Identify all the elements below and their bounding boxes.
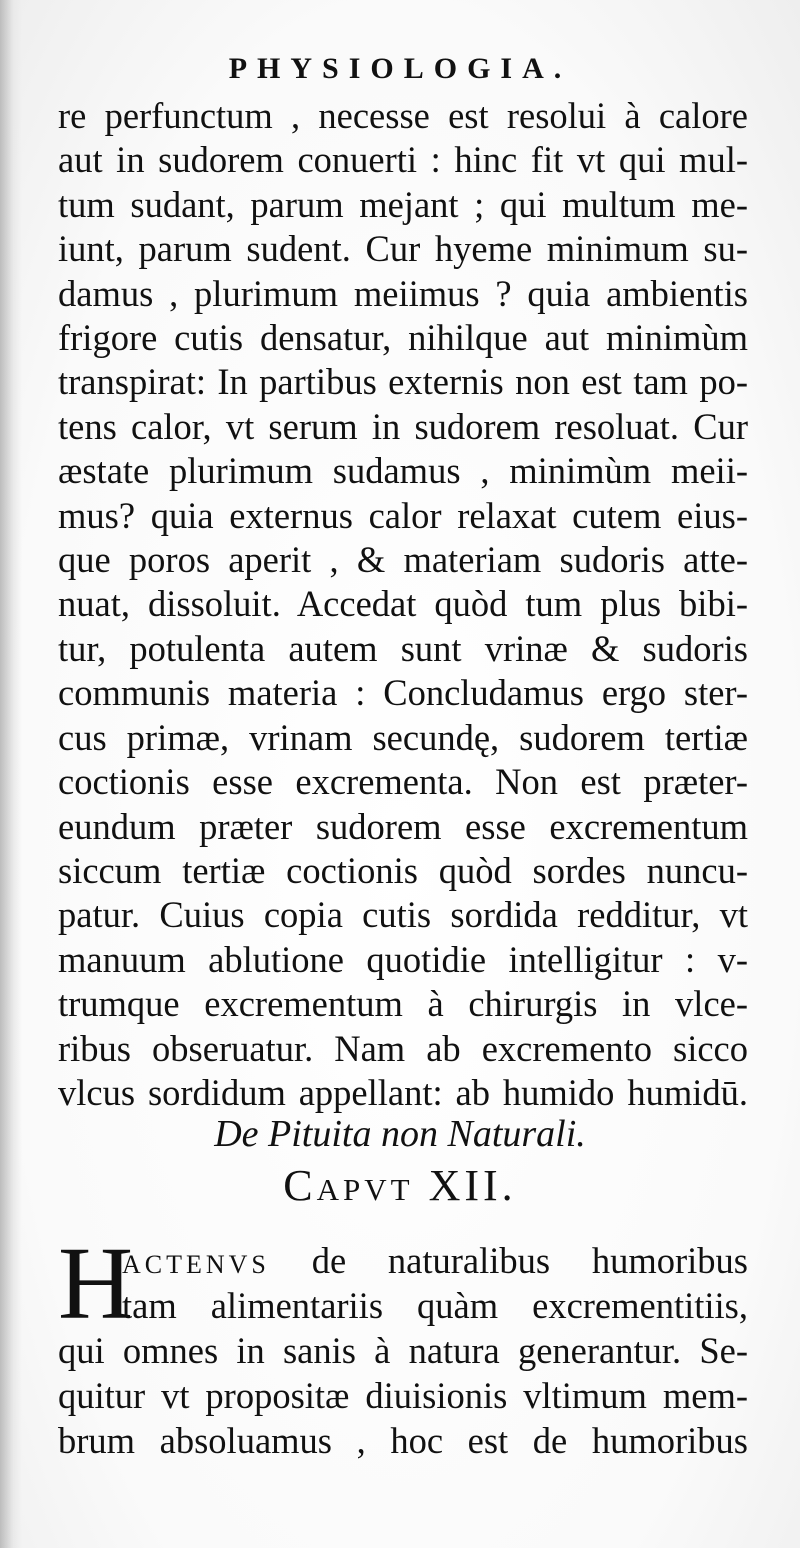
chapter-first-line-rest: de naturalibus humoribus	[311, 1240, 749, 1281]
running-head: PHYSIOLOGIA.	[228, 52, 572, 85]
text-line: eundum præter sudorem esse excrementum	[58, 805, 748, 847]
chapter-first-line	[58, 1238, 748, 1283]
chapter-first-word: actenvs	[122, 1240, 270, 1281]
page-edge-shadow	[0, 0, 22, 1548]
text-line: vlcus sordidum appellant: ab humido humidū.	[58, 1071, 748, 1113]
text-line: qui omnes in sanis à natura generantur. Se-	[58, 1330, 748, 1371]
text-line: cus primæ, vrinam secundę, sudorem tertiæ	[58, 716, 748, 758]
text-line: tam alimentariis quàm excrementitiis,	[122, 1285, 748, 1326]
text-line: damus , plurimum meiimus ? quia ambientis	[58, 272, 748, 314]
text-line: manuum ablutione quotidie intelligitur : v-	[58, 938, 748, 980]
text-line: frigore cutis densatur, nihilque aut minimùm	[58, 317, 748, 359]
body-text	[58, 94, 748, 1115]
text-line: communis materia : Concludamus ergo ster-	[58, 672, 748, 714]
text-line: coctionis esse excrementa. Non est præter-	[58, 761, 748, 803]
text-line: iunt, parum sudent. Cur hyeme minimum su-	[58, 228, 748, 270]
chapter-heading: Capvt XII.	[283, 1161, 517, 1210]
text-line: æstate plurimum sudamus , minimùm meii-	[58, 450, 748, 492]
text-line: trumque excrementum à chirurgis in vlce-	[58, 983, 748, 1025]
text-line: tens calor, vt serum in sudorem resoluat. Cur	[58, 405, 748, 447]
drop-cap: H	[58, 1226, 134, 1341]
text-line: quitur vt propositæ diuisionis vltimum mem-	[58, 1375, 748, 1416]
text-line: re perfunctum , necesse est resolui à calore	[58, 95, 748, 136]
text-line: patur. Cuius copia cutis sordida redditur, vt	[58, 894, 748, 936]
text-line: nuat, dissoluit. Accedat quòd tum plus bibi-	[58, 583, 748, 625]
section-title: De Pituita non Naturali.	[214, 1113, 586, 1155]
text-line: brum absoluamus , hoc est de humoribus	[58, 1420, 748, 1461]
dropcap-block	[58, 1226, 749, 1341]
text-line: transpirat: In partibus externis non est tam po-	[58, 361, 748, 403]
text-line: ribus obseruatur. Nam ab excremento sicco	[58, 1027, 748, 1069]
text-line: tum sudant, parum mejant ; qui multum me-	[58, 183, 748, 225]
chapter-text	[58, 1226, 749, 1463]
text-line: mus? quia externus calor relaxat cutem eius-	[58, 494, 748, 536]
text-line: que poros aperit , & materiam sudoris atte-	[58, 539, 748, 581]
text-line: tur, potulenta autem sunt vrinæ & sudoris	[58, 627, 748, 669]
text-line: siccum tertiæ coctionis quòd sordes nuncu-	[58, 849, 748, 891]
text-line: aut in sudorem conuerti : hinc fit vt qui mul-	[58, 139, 748, 181]
